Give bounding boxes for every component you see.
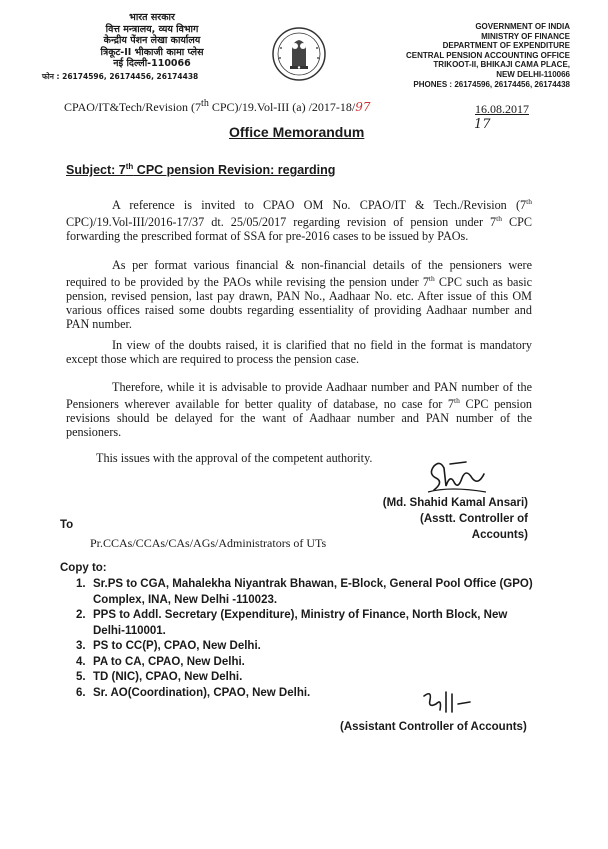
header-english-block bbox=[348, 22, 570, 89]
list-item-number: 6. bbox=[76, 686, 86, 699]
para1-text-b: CPC)/19.Vol-III/2016-17/37 dt. 25/05/2017 regarding revision of pension under 7 bbox=[66, 215, 497, 230]
para1-sup1: th bbox=[526, 197, 532, 206]
para4-sup1: th bbox=[454, 396, 460, 405]
subject-suffix: CPC pension Revision: regarding bbox=[133, 163, 336, 178]
header-hindi-line: केन्द्रीय पेंशन लेखा कार्यालय bbox=[103, 35, 201, 46]
para2-text-a: As per format various financial & non-financial details of the pensioners were required to be provided by the PAOs while revising the pension under 7 bbox=[66, 258, 532, 290]
header-hindi-line: भारत सरकार bbox=[129, 12, 175, 23]
header-english-line: NEW DELHI-110066 bbox=[496, 69, 570, 79]
header-english-line: TRIKOOT-II, BHIKAJI CAMA PLACE, bbox=[433, 60, 570, 70]
list-item-number: 3. bbox=[76, 640, 86, 652]
para2-text-b: CPC such as basic pension, revised pension, last pay drawn, PAN No., Aadhaar No. etc. After issue of this OM various offices raised some doubts regarding essentiality of providing Aadhaar number and PAN number. bbox=[66, 275, 532, 332]
signatory-designation: (Asstt. Controller of Accounts) bbox=[420, 513, 528, 541]
subject-sup: th bbox=[125, 162, 134, 171]
reference-handwritten-number: 97 bbox=[355, 100, 371, 114]
header-hindi-phone: फोन : 26174596, 26174456, 26174438 bbox=[42, 71, 199, 81]
list-item bbox=[76, 670, 536, 686]
para1-text-a: A reference is invited to CPAO OM No. CPAO/IT & Tech./Revision (7 bbox=[112, 198, 527, 213]
list-item-text: PS to CC(P), CPAO, New Delhi. bbox=[93, 640, 261, 652]
memo-date: 16.08.2017 bbox=[475, 102, 529, 116]
list-item-text: PA to CA, CPAO, New Delhi. bbox=[93, 655, 245, 668]
footer-signatory: (Assistant Controller of Accounts) bbox=[340, 721, 527, 733]
list-item-number: 1. bbox=[76, 578, 86, 590]
header-english-phone: PHONES : 26174596, 26174456, 26174438 bbox=[413, 79, 570, 89]
handwritten-initials-icon bbox=[418, 686, 474, 723]
paragraph-advisory bbox=[66, 380, 532, 439]
list-item-text: PPS to Addl. Secretary (Expenditure), Ministry of Finance, North Block, New Delhi-110001. bbox=[93, 609, 508, 637]
list-item-text: TD (NIC), CPAO, New Delhi. bbox=[93, 671, 243, 683]
para4-text-b: CPC pension revisions should be delayed for the want of Aadhaar number and PAN number of the pensioners. bbox=[66, 397, 533, 440]
list-item-number: 5. bbox=[76, 671, 86, 683]
header-hindi-line: नई दिल्ली-110066 bbox=[113, 58, 191, 69]
list-item bbox=[76, 577, 536, 608]
reference-prefix: CPAO/IT&Tech/Revision (7 bbox=[64, 100, 202, 114]
paragraph-clarification: In view of the doubts raised, it is clarified that no field in the format is mandatory except those which are required to process the pension case. bbox=[66, 338, 532, 366]
subject-prefix: Subject: 7 bbox=[66, 163, 126, 178]
header-hindi-block bbox=[42, 12, 252, 82]
subject-line bbox=[66, 162, 335, 177]
list-item bbox=[76, 639, 536, 655]
handwritten-date-note: 17 bbox=[474, 117, 491, 132]
list-item bbox=[76, 655, 536, 671]
paragraph-approval: This issues with the approval of the competent authority. bbox=[96, 451, 373, 465]
signatory-name: (Md. Shahid Kamal Ansari) bbox=[382, 497, 528, 509]
page-title: Office Memorandum bbox=[229, 124, 365, 140]
list-item bbox=[76, 608, 536, 639]
para2-sup1: th bbox=[428, 274, 435, 283]
list-item-number: 4. bbox=[76, 655, 86, 668]
list-item-number: 2. bbox=[76, 609, 86, 621]
header-english-line: DEPARTMENT OF EXPENDITURE bbox=[442, 41, 570, 51]
to-label: To bbox=[60, 519, 74, 531]
header-english-line: CENTRAL PENSION ACCOUNTING OFFICE bbox=[405, 50, 570, 60]
para4-text-a: Therefore, while it is advisable to provide Aadhaar number and PAN number of the Pensioners wherever available for better quality of database, no case for 7 bbox=[66, 380, 532, 412]
reference-suffix: CPC)/19.Vol-III (a) /2017-18/ bbox=[208, 100, 356, 114]
para1-text-c: CPC forwarding the prescribed format of SSA for pre-2016 cases to be issued by PAOs. bbox=[66, 215, 532, 244]
national-emblem-seal-icon bbox=[270, 26, 328, 82]
para1-sup2: th bbox=[496, 214, 502, 224]
copy-to-list bbox=[76, 577, 536, 701]
header-english-line: MINISTRY OF FINANCE bbox=[481, 31, 570, 41]
reference-sup: th bbox=[201, 98, 209, 109]
list-item-text: Sr.PS to CGA, Mahalekha Niyantrak Bhawan, E-Block, General Pool Office (GPO) Complex, INA, New Delhi -110023. bbox=[93, 578, 533, 606]
header-hindi-line: त्रिकूट-II भीकाजी कामा प्लेस bbox=[100, 46, 204, 58]
header-english-line: GOVERNMENT OF INDIA bbox=[475, 22, 570, 31]
paragraph-reference bbox=[66, 195, 532, 243]
header-hindi-line: वित्त मन्त्रालय, व्यय विभाग bbox=[105, 23, 199, 35]
to-recipients: Pr.CCAs/CCAs/CAs/AGs/Administrators of UTs bbox=[90, 536, 327, 550]
list-item-text: Sr. AO(Coordination), CPAO, New Delhi. bbox=[93, 686, 311, 699]
copy-to-label: Copy to: bbox=[60, 562, 107, 574]
reference-number bbox=[64, 98, 371, 115]
signatory-block bbox=[370, 495, 528, 543]
paragraph-format-details bbox=[66, 258, 532, 331]
